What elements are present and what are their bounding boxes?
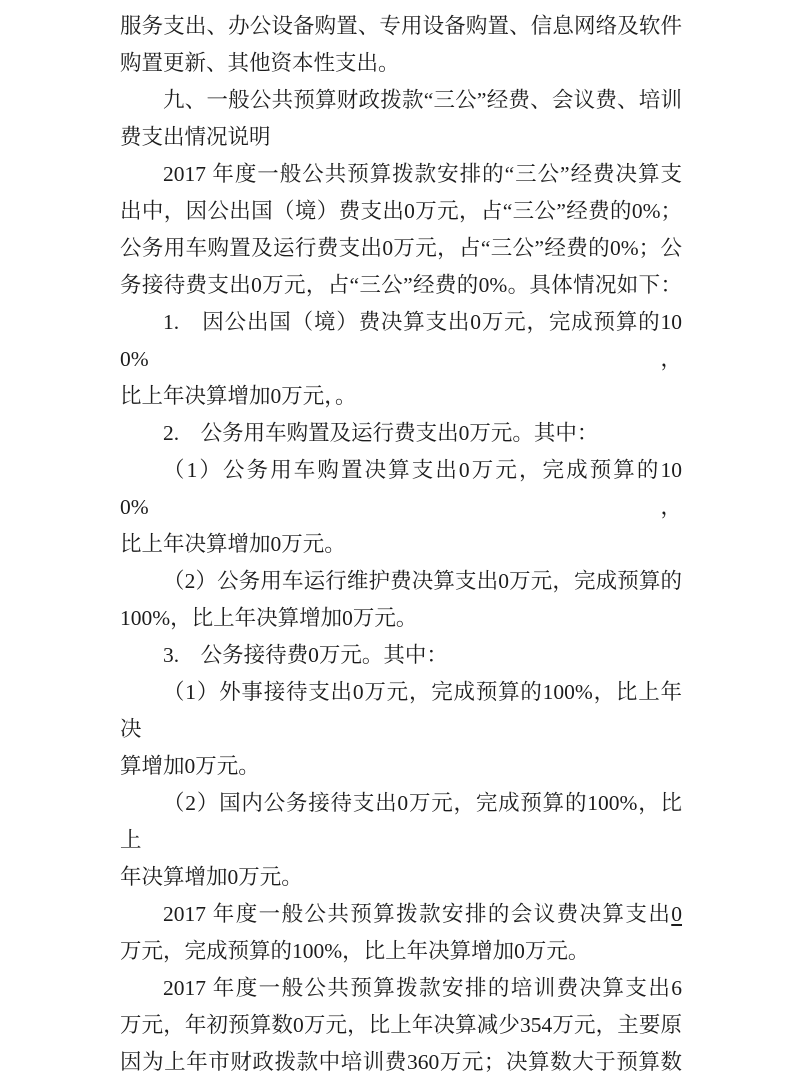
text-line: 3. 公务接待费0万元。其中：: [163, 643, 448, 667]
text-line: 服务支出、办公设备购置、专用设备购置、信息网络及软件: [120, 14, 682, 38]
text-line: （1）外事接待支出0万元，完成预算的100%，比上年决: [120, 680, 682, 741]
text-line: （1）公务用车购置决算支出0万元，完成预算的100%，: [120, 458, 682, 519]
text-line: 九、一般公共预算财政拨款“三公”经费、会议费、培训: [163, 88, 682, 112]
text-line: （2）公务用车运行维护费决算支出0万元，完成预算的: [163, 569, 682, 593]
text-line: 务接待费支出0万元，占“三公”经费的0%。具体情况如下：: [120, 273, 682, 297]
text-line: 100%，比上年决算增加0万元。: [120, 606, 418, 630]
text-line: 公务用车购置及运行费支出0万元，占“三公”经费的0%；公: [120, 236, 682, 260]
text-line: 2017 年度一般公共预算拨款安排的会议费决算支出0: [163, 902, 682, 926]
text-line: 购置更新、其他资本性支出。: [120, 51, 400, 75]
text-line: 比上年决算增加0万元。: [120, 532, 346, 556]
text-line: 费支出情况说明: [120, 125, 271, 149]
text-line: 因为上年市财政拨款中培训费360万元；决算数大于预算数: [120, 1050, 682, 1074]
text-line: 出中，因公出国（境）费支出0万元，占“三公”经费的0%；: [120, 199, 682, 223]
underlined-value: 0: [671, 902, 682, 926]
text-line: 万元，年初预算数0万元，比上年决算减少354万元，主要原: [120, 1013, 682, 1037]
text-line: 万元，完成预算的100%，比上年决算增加0万元。: [120, 939, 590, 963]
text-line: 比上年决算增加0万元，。: [120, 384, 357, 408]
text-line: 2. 公务用车购置及运行费支出0万元。其中：: [163, 421, 599, 445]
text-line: 1. 因公出国（境）费决算支出0万元，完成预算的100%，: [120, 310, 682, 371]
text-line: 2017 年度一般公共预算拨款安排的“三公”经费决算支: [163, 162, 682, 186]
text-line: 2017 年度一般公共预算拨款安排的培训费决算支出6: [163, 976, 682, 1000]
text-line: （2）国内公务接待支出0万元，完成预算的100%，比上: [120, 791, 682, 852]
text-line: 年决算增加0万元。: [120, 865, 303, 889]
document-body: [120, 8, 682, 1081]
text-line: 算增加0万元。: [120, 754, 260, 778]
